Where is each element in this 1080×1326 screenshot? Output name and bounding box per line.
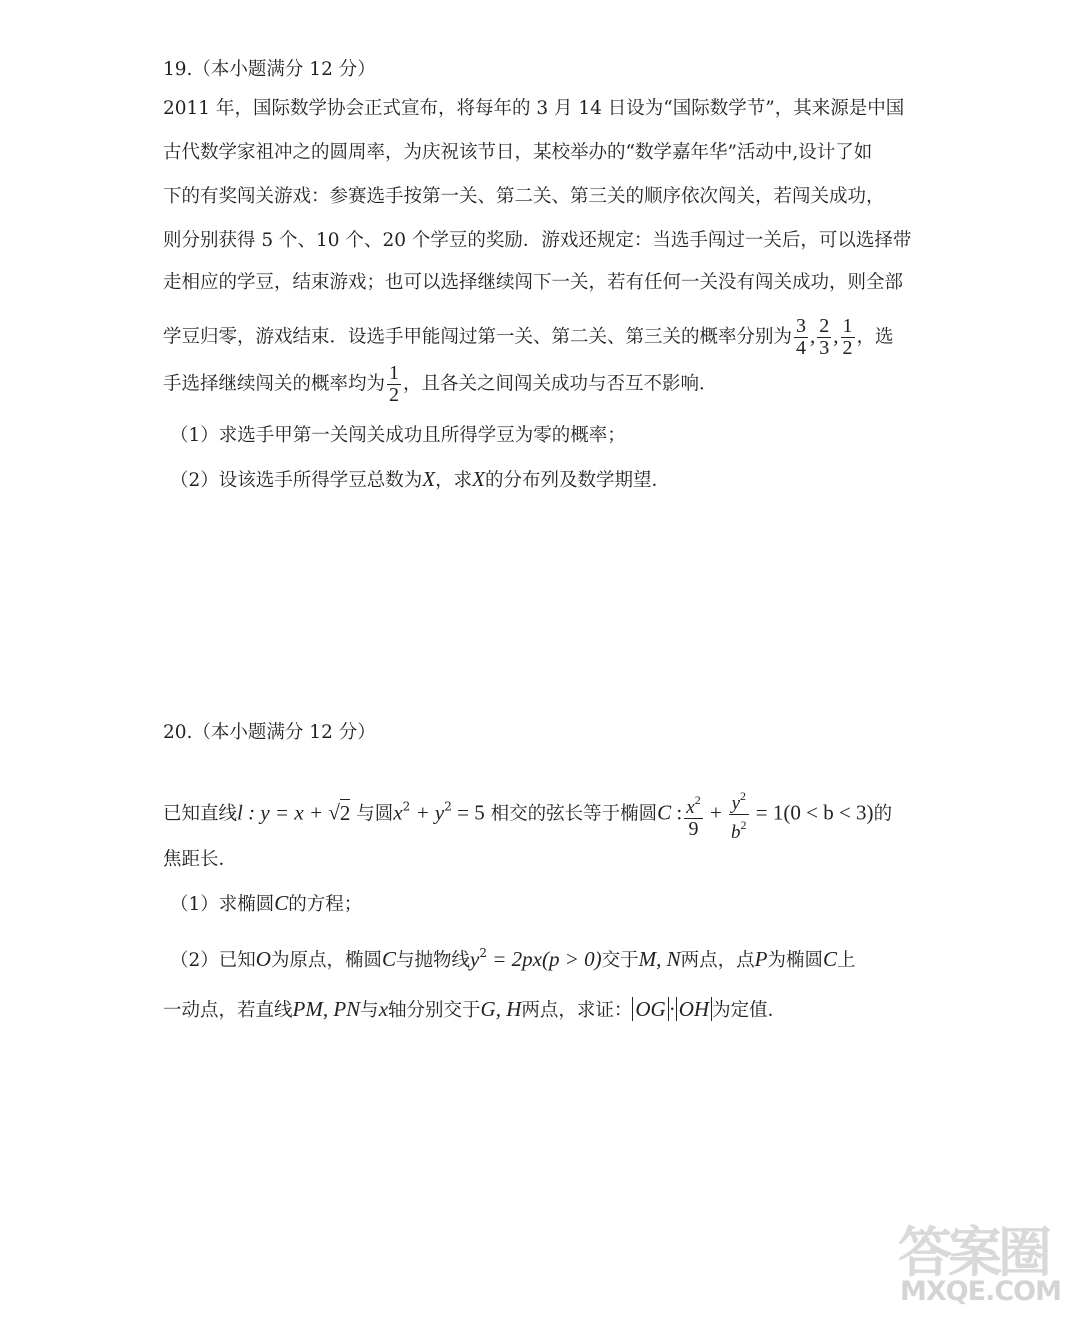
fraction-x2-9: $\frac{x^2}{9}$	[684, 790, 702, 840]
q19-line-1: 2011 年，国际数学协会正式宣布，将每年的 3 月 14 日设为“国际数学节”，其来源是中国	[163, 98, 905, 119]
q19-line-3: 下的有奖闯关游戏：参赛选手按第一关、第二关、第三关的顺序依次闯关，若闯关成功，	[163, 186, 885, 207]
fraction-2-3: $\frac{2}{3}$	[819, 315, 830, 359]
q20-line-2: 焦距长．	[163, 849, 238, 870]
q19-header: 19.（本小题满分 12 分）	[163, 59, 376, 80]
watermark-url: MXQE.COM	[900, 1276, 1061, 1307]
watermark-logo	[898, 1210, 1061, 1310]
q20-header: 20.（本小题满分 12 分）	[163, 722, 376, 743]
q19-line-6: 学豆归零，游戏结束．设选手甲能闯过第一关、第二关、第三关的概率分别为 $\frac{3}{4}$ , $\frac{2}{3}$ , $\frac{1}{2}$ ，选	[163, 315, 894, 359]
q19-line-2: 古代数学家祖冲之的圆周率，为庆祝该节日，某校举办的“数学嘉年华”活动中,设计了如	[163, 142, 873, 163]
q20-part-1: （1）求椭圆C的方程；	[170, 891, 363, 915]
watermark-text: 答案圈	[898, 1221, 1048, 1284]
q20-part-2: （2）已知O为原点，椭圆C与抛物线$y^2 = 2px(p > 0)$交于M, N两点，点P为椭圆C上	[170, 946, 856, 971]
q19-line-5: 走相应的学豆，结束游戏；也可以选择继续闯下一关，若有任何一关没有闯关成功，则全部	[163, 272, 904, 293]
fraction-y2-b2: $\frac{y^2}{b^2}$	[729, 786, 749, 843]
q19-part-2: （2）设该选手所得学豆总数为X，求X的分布列及数学期望．	[170, 467, 670, 491]
fraction-3-4: $\frac{3}{4}$	[796, 315, 807, 359]
q19-line-7: 手选择继续闯关的概率均为 $\frac{1}{2}$ ，且各关之间闯关成功与否互不影响．	[163, 362, 718, 406]
fraction-1-2: $\frac{1}{2}$	[842, 315, 853, 359]
q19-line-6-text: 学豆归零，游戏结束．设选手甲能闯过第一关、第二关、第三关的概率分别为	[163, 326, 793, 348]
q19-part-1: （1）求选手甲第一关闯关成功且所得学豆为零的概率；	[170, 425, 626, 446]
q20-line-1: 已知直线l : y = x + √2 与圆$x^2 + y^2 = 5$ 相交的弦长等于椭圆C : $\frac{x^2}{9}$ + $\frac{y^2}{b^2}$ = 1(0 < b < 3)的	[163, 786, 892, 843]
q20-line-5: 一动点，若直线PM, PN与x轴分别交于G, H两点，求证： OG · OH 为定值．	[163, 997, 787, 1021]
fraction-1-2: $\frac{1}{2}$	[389, 362, 400, 406]
q19-line-4: 则分别获得 5 个、10 个、20 个学豆的奖励．游戏还规定：当选手闯过一关后，可以选择带	[163, 230, 912, 251]
